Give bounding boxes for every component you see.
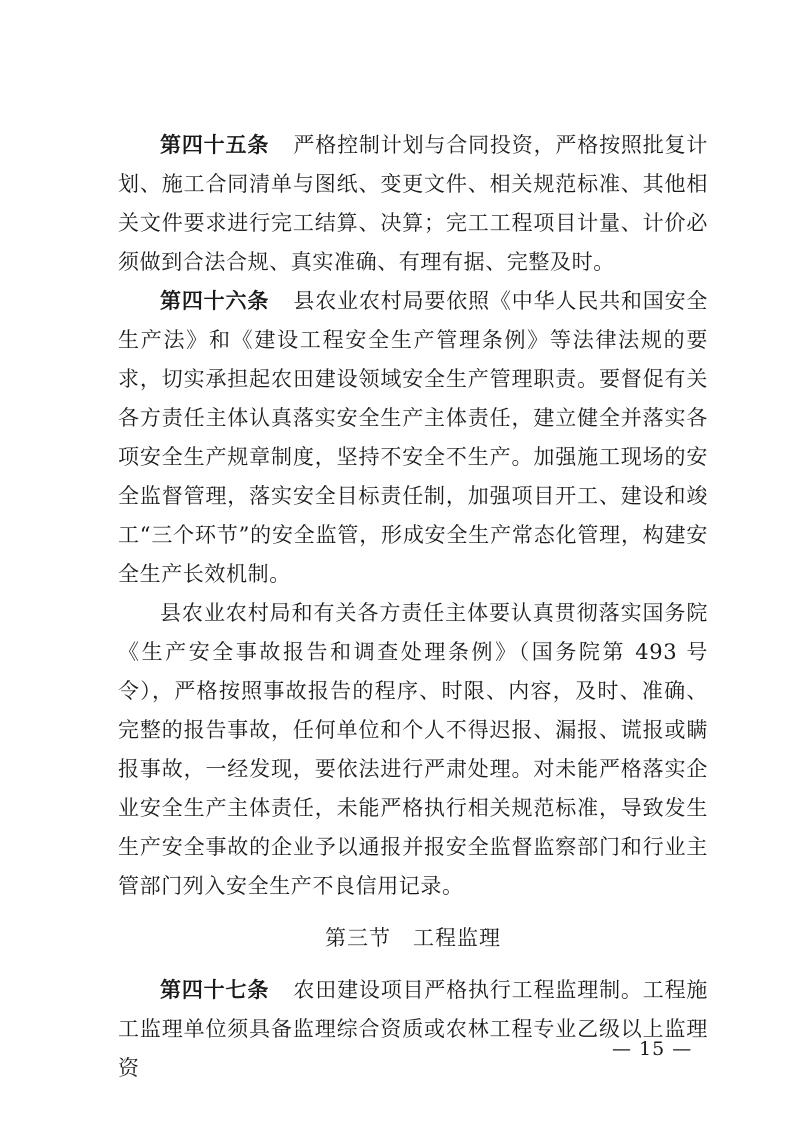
article-45-paragraph xyxy=(118,126,708,282)
article-46-paragraph xyxy=(118,282,708,594)
page-number: — 15 — xyxy=(612,1038,693,1060)
article-46-text: 县农业农村局要依照《中华人民共和国安全生产法》和《建设工程安全生产管理条例》等法律法规的要求，切实承担起农田建设领域安全生产管理职责。要督促有关各方责任主体认真落实安全生产主体责任，建立健全并落实各项安全生产规章制度，坚持不安全不生产。加强施工现场的安全监督管理，落实安全目标责任制，加强项目开工、建设和竣工“三个环节”的安全监管，形成安全生产常态化管理，构建安全生产长效机制。 xyxy=(118,289,708,586)
accident-report-paragraph: 县农业农村局和有关各方责任主体要认真贯彻落实国务院《生产安全事故报告和调查处理条例》（国务院第 493 号令），严格按照事故报告的程序、时限、内容，及时、准确、完整的报告事故，任何单位和个人不得迟报、漏报、谎报或瞒报事故，一经发现，要依法进行严肃处理。对未能严格落实企业安全生产主体责任，未能严格执行相关规范标准，导致发生生产安全事故的企业予以通报并报安全监督监察部门和行业主管部门列入安全生产不良信用记录。 xyxy=(118,601,708,898)
article-45-text: 严格控制计划与合同投资，严格按照批复计划、施工合同清单与图纸、变更文件、相关规范标准、其他相关文件要求进行完工结算、决算；完工工程项目计量、计价必须做到合法合规、真实准确、有理有据、完整及时。 xyxy=(118,133,708,274)
article-47-paragraph xyxy=(118,971,708,1088)
article-47-text: 农田建设项目严格执行工程监理制。工程施工监理单位须具备监理综合资质或农林工程专业乙级以上监理资 xyxy=(118,978,708,1080)
article-47-label: 第四十七条 xyxy=(160,978,270,1002)
document-body xyxy=(118,126,708,1088)
article-45-label: 第四十五条 xyxy=(160,133,270,157)
article-46-label: 第四十六条 xyxy=(160,289,270,313)
section-heading: 第三节 工程监理 xyxy=(325,926,501,950)
